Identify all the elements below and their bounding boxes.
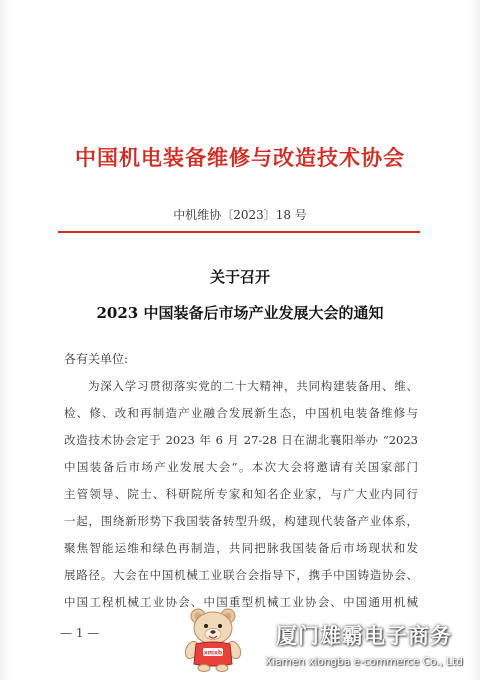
salutation: 各有关单位: <box>64 352 129 366</box>
mascot-badge-text: xmxb <box>203 649 223 657</box>
body-line: 中国工程机械工业协会、中国重型机械工业协会、中国通用机械 <box>64 595 418 609</box>
body-line: 为深入学习贯彻落实党的二十大精神，共同构建装备用、维、 <box>88 379 418 393</box>
body-line: 主管领导、院士、科研院所专家和知名企业家，与广大业内同行 <box>64 487 418 501</box>
body-line: 改造技术协会定于 2023 年 6 月 27-28 日在湖北襄阳举办 “2023 <box>64 433 418 447</box>
body-line: 聚焦智能运维和绿色再制造，共同把脉我国装备后市场现状和发 <box>64 541 418 555</box>
page-number: — 1 — <box>60 626 100 640</box>
watermark-company-en: Xiamen xiongba e-commerce Co., Ltd <box>265 656 463 668</box>
doc-title-line-1: 关于召开 <box>209 268 270 286</box>
doc-title-line-2: 2023 中国装备后市场产业发展大会的通知 <box>96 304 384 322</box>
body-line: 一起，围绕新形势下我国装备转型升级，构建现代装备产业体系， <box>64 514 418 528</box>
watermark-company-name: 厦门雄霸电子商务 <box>276 624 452 648</box>
red-divider <box>58 231 420 233</box>
org-header: 中国机电装备维修与改造技术协会 <box>75 146 405 170</box>
body-line: 中国装备后市场产业发展大会”。本次大会将邀请有关国家部门 <box>64 460 418 474</box>
body-line: 检、修、改和再制造产业融合发展新生态，中国机电装备维修与 <box>64 406 418 420</box>
bear-mascot-icon <box>182 606 244 672</box>
body-line: 展路径。大会在中国机械工业联合会指导下，携手中国铸造协会、 <box>64 568 418 582</box>
doc-number: 中机维协〔2023〕18 号 <box>173 208 307 222</box>
